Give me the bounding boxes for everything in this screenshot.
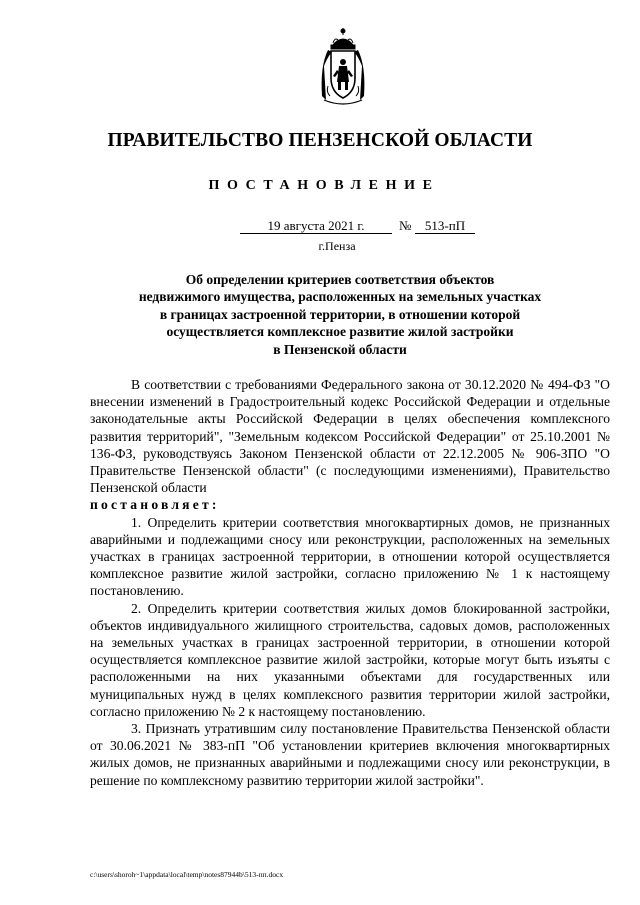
city: г.Пенза <box>318 239 356 253</box>
document-body <box>90 376 610 789</box>
title-line: в Пензенской области <box>273 341 407 357</box>
document-date <box>240 218 392 234</box>
number-value: 513-пП <box>415 219 475 234</box>
title-line: недвижимого имущества, расположенных на земельных участках <box>138 289 542 305</box>
document-number <box>415 218 475 234</box>
document-type: ПОСТАНОВЛЕНИЕ <box>208 178 440 193</box>
preamble-paragraph: В соответствии с требованиями Федерального закона от 30.12.2020 № 494-ФЗ "О внесении изменений в Градостроительный кодекс Российской Федерации и отдельные законодательные акты Российской Федерации в целях обеспечения комплексного развития территорий", "Земельным кодексом Российской Федерации" от 25.10.2001 № 136-ФЗ, руководствуясь Законом Пензенской области от 22.12.2005 № 906-ЗПО "О Правительстве Пензенской области" (с последующими изменениями), Правительство Пензенской области <box>90 377 610 496</box>
title-line: осуществляется комплексное развитие жилой застройки <box>166 324 514 340</box>
coat-of-arms-icon <box>318 26 368 106</box>
date-value: 19 августа 2021 г. <box>240 219 392 234</box>
footer-file-path: c:\users\shoroh~1\appdata\local\temp\notes87944b\513-пп.docx <box>90 870 284 879</box>
title-line: Об определении критериев соответствия объектов <box>185 272 495 287</box>
organization-title: ПРАВИТЕЛЬСТВО ПЕНЗЕНСКОЙ ОБЛАСТИ <box>107 130 533 151</box>
decree-word: постановляет: <box>90 497 220 513</box>
item-1-paragraph: 1. Определить критерии соответствия многоквартирных домов, не признанных аварийными и подлежащими сносу или реконструкции, расположенных на земельных участках в границах застроенной территории, в отношении которой осуществляется комплексное развитие жилой застройки, согласно приложению № 1 к настоящему постановлению. <box>90 514 610 599</box>
document-title <box>100 271 580 358</box>
item-2-paragraph: 2. Определить критерии соответствия жилых домов блокированной застройки, объектов индивидуального жилищного строительства, садовых домов, расположенных на земельных участках в границах застроенной территории, в отношении которой осуществляется комплексное развитие жилой застройки, которые могут быть изъяты с расположенными на них указанными объектами для государственных или муниципальных нужд в целях комплексного развития территории жилой застройки, согласно приложению № 2 к настоящему постановлению. <box>90 600 610 719</box>
number-sign: № <box>399 218 412 233</box>
item-3-paragraph: 3. Признать утратившим силу постановление Правительства Пензенской области от 30.06.2021 № 383-пП "Об установлении критериев включения многоквартирных жилых домов, не признанных аварийными и подлежащими сносу или реконструкции, в решение по комплексному развитию территории жилой застройки". <box>90 721 610 788</box>
title-line: в границах застроенной территории, в отношении которой <box>159 306 521 322</box>
